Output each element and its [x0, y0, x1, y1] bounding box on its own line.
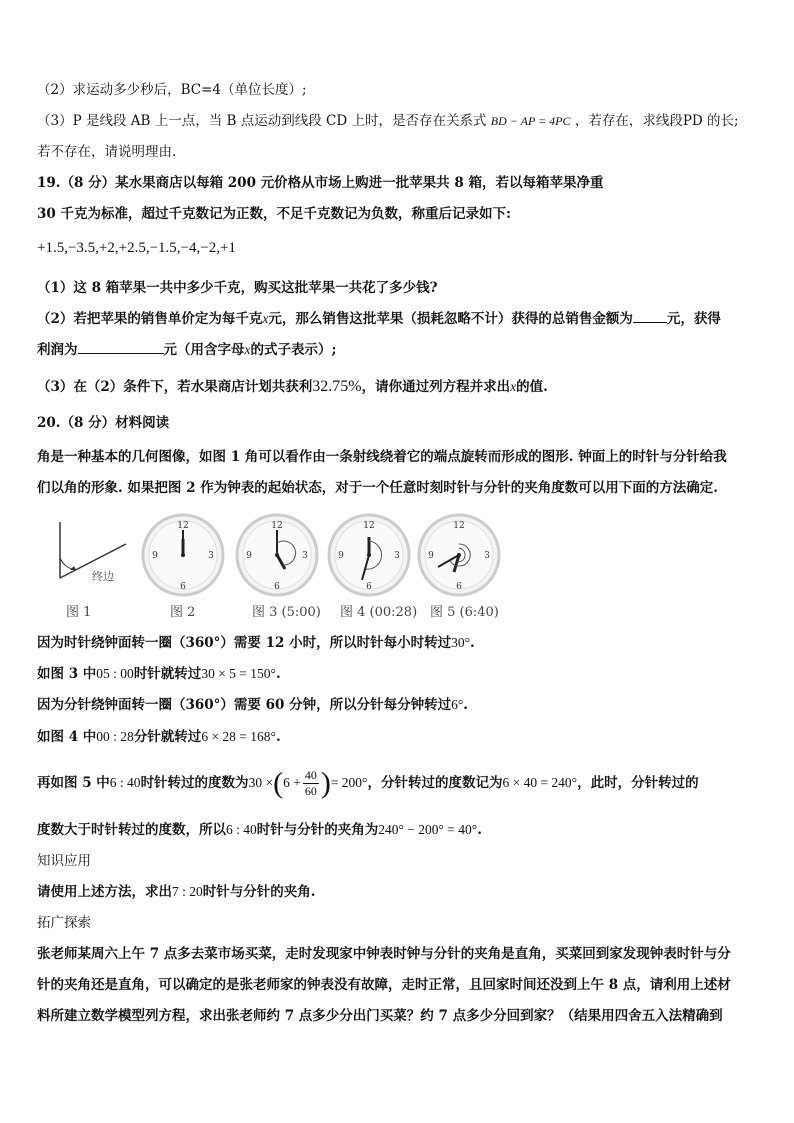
text: . [275, 666, 281, 682]
fraction-denominator: 60 [304, 784, 317, 798]
clock-number: 9 [428, 551, 434, 561]
right-paren: ) [320, 766, 331, 800]
task-apply [37, 882, 315, 902]
q18-part3 [37, 111, 739, 131]
explain-line-3 [37, 695, 468, 715]
answer-blank-2[interactable] [78, 353, 164, 354]
clock-number: 9 [152, 551, 158, 561]
q18-part3-c: 若不存在，请说明理由. [37, 144, 177, 160]
text: ，分针转过的度数记为 [367, 775, 503, 791]
explain-line-6 [37, 820, 482, 840]
q19-part3-a: （3）在（2）条件下，若水果商店计划共获利 [37, 379, 313, 395]
q18-formula: BD − AP = 4PC [490, 114, 571, 128]
math: 6° [451, 697, 464, 712]
math: 6 × 40 = 240° [502, 775, 578, 790]
explain-line-2 [37, 664, 281, 684]
figure-2-clock [140, 512, 226, 598]
math: 6 : 40 [109, 775, 141, 790]
fig4-label: 图 4 (00:28) [340, 605, 418, 620]
text: 时针就转过 [133, 666, 202, 682]
clock-number: 3 [484, 551, 490, 561]
q20-header: 20.（8 分）材料阅读 [37, 415, 170, 431]
q18-part2: （2）求运动多少秒后，BC=4（单位长度）; [37, 82, 307, 98]
q19-part3-c: 的值. [516, 379, 548, 395]
text: . [463, 697, 468, 713]
math: 30° [451, 635, 471, 650]
clock-number: 6 [366, 582, 372, 592]
var-x: x [262, 311, 269, 326]
text: ，此时，分针转过的 [577, 775, 699, 791]
figure-5-clock [416, 512, 502, 598]
clock-number: 12 [363, 521, 375, 531]
figure-1-angle [38, 512, 138, 602]
explore-text-3: 料所建立数学模型列方程，求出张老师约 7 点多少分出门买菜？约 7 点多少分回到家？（结果用四舍五入法精确到 [37, 1008, 723, 1024]
math: 30 × [248, 775, 274, 790]
figure-3-clock [234, 512, 320, 598]
q19-line2: 30 千克为标准，超过千克数记为正数，不足千克数记为负数，称重后记录如下: [37, 206, 511, 222]
q18-part3-text: （3）P 是线段 AB 上一点，当 B 点运动到线段 CD 上时，是否存在关系式 [37, 113, 487, 129]
text: . [470, 635, 475, 651]
math: 7 : 20 [172, 884, 203, 899]
math: 6 + [283, 775, 301, 790]
text: 如图 3 中 [37, 666, 97, 682]
text: 请使用上述方法，求出 [37, 884, 172, 900]
q19-header: 19.（8 分）某水果商店以每箱 200 元价格从市场上购进一批苹果共 8 箱，若以每箱苹果净重 [37, 175, 604, 191]
q19-part2 [37, 309, 721, 329]
q19-part3 [37, 377, 548, 397]
text: 因为时针绕钟面转一圈（360°）需要 12 小时，所以时针每小时转过 [37, 635, 452, 651]
q20-p2: 们以角的形象. 如果把图 2 作为钟表的起始状态，对于一个任意时刻时针与分针的夹角度数可以用下面的方法确定. [37, 480, 718, 496]
explain-line-4 [37, 727, 281, 747]
math: 05 : 00 [96, 666, 134, 681]
var-x: x [244, 342, 251, 357]
math: 00 : 28 [96, 729, 134, 744]
text: 分针就转过 [133, 729, 202, 745]
text: 时针与分针的夹角为 [256, 822, 379, 838]
section-apply: 知识应用 [37, 853, 91, 869]
fig5-label: 图 5 (6:40) [430, 605, 499, 620]
clock-number: 12 [453, 521, 465, 531]
fig3-label: 图 3 (5:00) [252, 605, 321, 620]
clock-number: 9 [246, 551, 252, 561]
figure-4-clock [326, 512, 412, 598]
q19-part2-cont [37, 340, 336, 360]
text: . [275, 729, 281, 745]
text: 时针转过的度数为 [140, 775, 249, 791]
text: 再如图 5 中 [37, 775, 110, 791]
fig1-label: 图 1 [66, 605, 92, 620]
math: = 200° [330, 775, 368, 790]
text: 如图 4 中 [37, 729, 97, 745]
clock-number: 3 [208, 551, 214, 561]
q19-part2-b: 元，那么销售这批苹果（损耗忽略不计）获得的总销售金额为 [268, 311, 633, 327]
explore-text-2: 针的夹角还是直角，可以确定的是张老师家的钟表没有故障，走时正常，且回家时间还没到上午 8 点，请利用上述材 [37, 977, 731, 993]
clock-number: 3 [302, 551, 308, 561]
q19-part2-e: 元（用含字母 [163, 342, 245, 358]
q18-part3-tail: ，若存在，求线段PD 的长; [574, 113, 739, 129]
text: 因为分针绕钟面转一圈（360°）需要 60 分钟，所以分针每分钟转过 [37, 697, 452, 713]
text: 度数大于时针转过的度数，所以 [37, 822, 226, 838]
q19-part3-b: ，请你通过列方程并求出 [361, 379, 511, 395]
explain-line-5 [37, 765, 699, 801]
clock-number: 3 [394, 551, 400, 561]
text: . [477, 822, 482, 838]
text: 时针与分针的夹角. [202, 884, 316, 900]
q19-part2-f: 的式子表示）; [250, 342, 337, 358]
q19-part2-d: 利润为 [37, 342, 78, 358]
clock-number: 9 [338, 551, 344, 561]
fig2-label: 图 2 [170, 605, 196, 620]
math: 30 × 5 = 150° [201, 666, 276, 681]
var-x: x [510, 379, 517, 394]
profit-percent: 32.75% [312, 378, 362, 395]
math: 6 : 40 [226, 822, 257, 837]
answer-blank-1[interactable] [633, 322, 667, 323]
math: 6 × 28 = 168° [201, 729, 276, 744]
clock-number: 6 [274, 582, 280, 592]
math: 240° − 200° = 40° [378, 822, 478, 837]
explain-line-1 [37, 633, 475, 653]
fraction-numerator: 40 [304, 768, 317, 782]
q19-records: +1.5,−3.5,+2,+2.5,−1.5,−4,−2,+1 [37, 240, 236, 256]
section-explore: 拓广探索 [37, 915, 91, 931]
q19-part2-a: （2）若把苹果的销售单价定为每千克 [37, 311, 263, 327]
clock-number: 12 [271, 521, 283, 531]
explore-text-1: 张老师某周六上午 7 点多去菜市场买菜，走时发现家中钟表时钟与分针的夹角是直角，买菜回到家发现钟表时针与分 [37, 946, 731, 962]
left-paren: ( [273, 766, 284, 800]
clock-number: 6 [456, 582, 462, 592]
q19-part2-c: 元，获得 [666, 311, 721, 327]
q20-p1: 角是一种基本的几何图像，如图 1 角可以看作由一条射线绕着它的端点旋转而形成的图形. 钟面上的时针与分针给我 [37, 449, 727, 465]
fraction [303, 768, 319, 799]
q19-part1: （1）这 8 箱苹果一共中多少千克，购买这批苹果一共花了多少钱? [37, 280, 438, 296]
terminal-side-label: 终边 [92, 570, 114, 583]
clock-number: 12 [177, 521, 189, 531]
clock-number: 6 [180, 582, 186, 592]
